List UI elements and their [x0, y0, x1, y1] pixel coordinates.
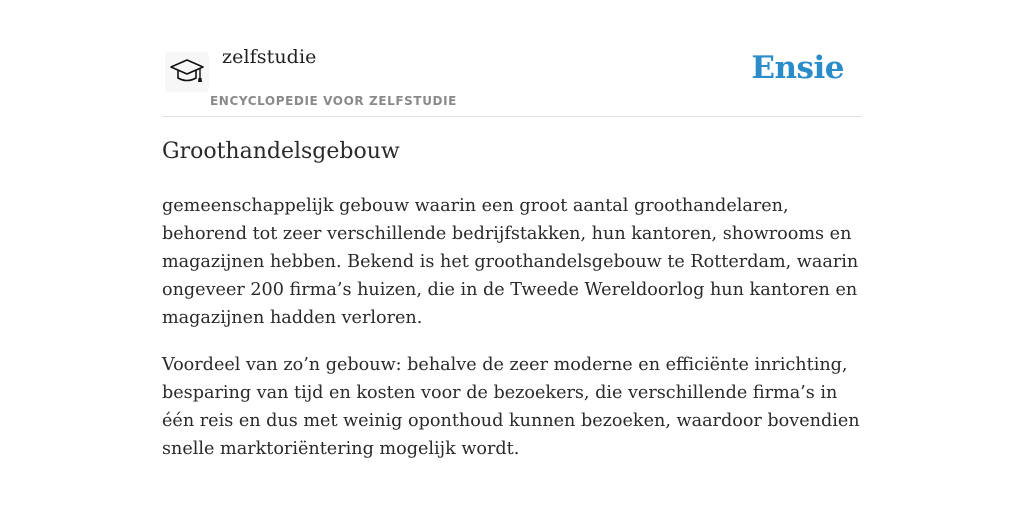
graduation-cap-icon-graphic — [169, 58, 205, 86]
article-title: Groothandelsgebouw — [162, 139, 400, 164]
brand-logo[interactable]: Ensie — [751, 50, 844, 86]
site-name[interactable]: zelfstudie — [222, 46, 317, 68]
site-tagline: ENCYCLOPEDIE VOOR ZELFSTUDIE — [210, 94, 457, 108]
site-header — [162, 40, 862, 117]
graduation-cap-icon[interactable] — [165, 52, 209, 92]
article-body — [162, 192, 862, 482]
article-paragraph: Voordeel van zo’n gebouw: behalve de zeer moderne en efficiënte inrichting, besparing van tijd en kosten voor de bezoekers, die verschillende firma’s in één reis en dus met weinig oponthoud kunnen bezoeken, waardoor bovendien snelle marktoriëntering mogelijk wordt. — [162, 355, 860, 459]
article-paragraph: gemeenschappelijk gebouw waarin een groot aantal groothandelaren, behorend tot zeer verschillende bedrijfstakken, hun kantoren, showrooms en magazijnen hebben. Bekend is het groothandelsgebouw te Rotterdam, waarin ongeveer 200 firma’s huizen, die in de Tweede Wereldoorlog hun kantoren en magazijnen hadden verloren. — [162, 196, 859, 328]
